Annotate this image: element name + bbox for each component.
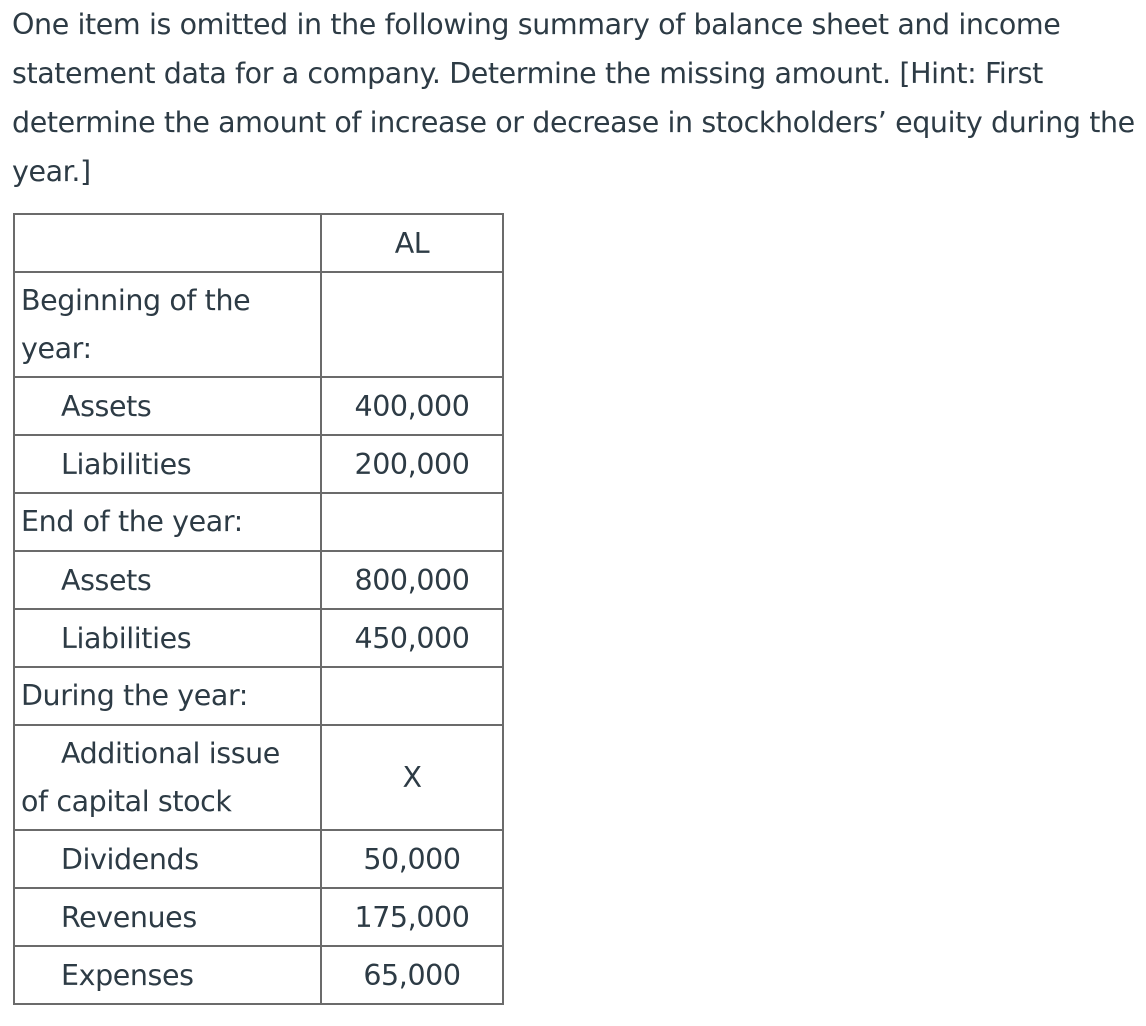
table-row: [14, 493, 503, 551]
row-label: Liabilities: [61, 447, 192, 481]
row-value: 65,000: [363, 958, 461, 992]
row-label: Revenues: [61, 900, 197, 934]
question-text: One item is omitted in the following summary of balance sheet and income statement data for a company. Determine the missing amount. [Hint: First determine the amount of increase or decrease in stockholders’ equity during the year.]: [12, 8, 1135, 188]
table-row: [14, 435, 503, 493]
row-label: Dividends: [61, 842, 199, 876]
row-label-line: of capital stock: [21, 784, 232, 818]
table-row: [14, 551, 503, 609]
row-label: Assets: [61, 563, 152, 597]
row-value: 400,000: [354, 389, 470, 423]
table-row: [14, 830, 503, 888]
row-label: [15, 730, 320, 826]
section-label-during: During the year:: [21, 679, 248, 712]
table-row: [14, 725, 503, 830]
row-label-line: Additional issue: [61, 736, 280, 770]
row-value: 450,000: [354, 621, 470, 655]
row-label: Assets: [61, 389, 152, 423]
column-header: AL: [394, 226, 430, 260]
header-value-cell: [321, 214, 503, 272]
row-value: 175,000: [354, 900, 470, 934]
summary-table: [13, 213, 504, 1005]
table-row: [14, 888, 503, 946]
section-label-end: End of the year:: [21, 505, 243, 538]
table-row: [14, 667, 503, 725]
row-value: 200,000: [354, 447, 470, 481]
table-header-row: [14, 214, 503, 272]
table-row: [14, 377, 503, 435]
table-row: [14, 946, 503, 1004]
row-value: 50,000: [363, 842, 461, 876]
row-label: Expenses: [61, 958, 194, 992]
row-label: Liabilities: [61, 621, 192, 655]
section-label-beginning: Beginning of the year:: [21, 283, 251, 365]
missing-value: X: [402, 761, 422, 794]
table-row: [14, 609, 503, 667]
row-value: 800,000: [354, 563, 470, 597]
header-label-cell: [14, 214, 321, 272]
table-row: [14, 272, 503, 377]
